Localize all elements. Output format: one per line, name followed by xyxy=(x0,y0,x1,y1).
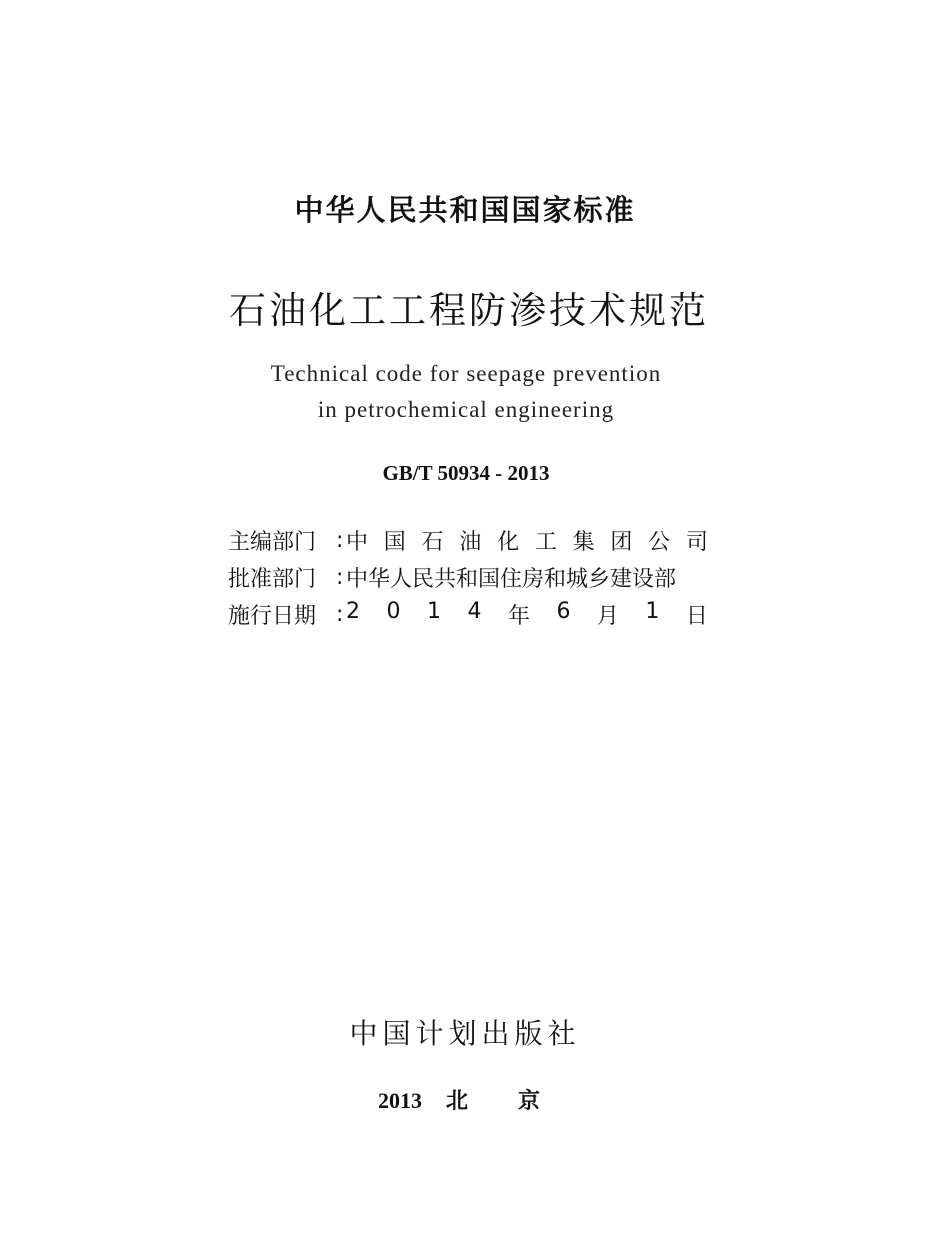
imprint xyxy=(378,1084,540,1115)
info-value: 中华人民共和国住房和城乡建设部 xyxy=(346,567,677,592)
imprint-city-char: 北 xyxy=(446,1089,469,1114)
info-row-effective-date xyxy=(228,596,708,633)
info-colon: : xyxy=(336,602,344,627)
info-block xyxy=(228,522,708,633)
info-char: 司 xyxy=(685,530,708,555)
info-char: 工 xyxy=(534,530,557,555)
info-char: 4 xyxy=(467,599,482,624)
info-char: 1 xyxy=(645,599,660,624)
imprint-year: 2013 xyxy=(378,1088,422,1113)
info-char: 年 xyxy=(507,604,530,629)
title-english-line-2: in petrochemical engineering xyxy=(317,397,615,422)
info-colon: : xyxy=(336,528,344,553)
info-value xyxy=(346,525,708,556)
info-char: 石 xyxy=(421,530,444,555)
info-key: 施行日期 xyxy=(228,604,317,629)
info-value xyxy=(346,599,708,630)
info-char: 团 xyxy=(610,530,633,555)
info-char: 2 xyxy=(346,599,360,624)
publisher-name: 中国计划出版社 xyxy=(349,1017,581,1050)
standard-label: 中华人民共和国国家标准 xyxy=(294,193,636,227)
standard-number: GB/T 50934 - 2013 xyxy=(382,461,550,485)
info-char: 月 xyxy=(596,604,619,629)
info-char: 集 xyxy=(572,530,595,555)
info-char: 化 xyxy=(497,530,520,555)
info-char: 国 xyxy=(383,530,406,555)
info-char: 公 xyxy=(648,530,671,555)
info-key: 批准部门 xyxy=(228,567,317,592)
info-char: 中 xyxy=(346,530,369,555)
info-colon: : xyxy=(336,565,344,590)
info-row-chief-editor xyxy=(228,522,708,559)
info-char: 0 xyxy=(386,599,401,624)
info-char: 日 xyxy=(685,604,708,629)
info-char: 6 xyxy=(556,599,571,624)
info-char: 1 xyxy=(426,599,441,624)
info-char: 油 xyxy=(459,530,482,555)
title-english-line-1: Technical code for seepage prevention xyxy=(270,361,662,386)
info-row-approving-dept xyxy=(228,559,708,596)
imprint-city-char: 京 xyxy=(518,1089,541,1114)
title-chinese: 石油化工工程防渗技术规范 xyxy=(229,289,709,332)
info-key: 主编部门 xyxy=(228,530,317,555)
